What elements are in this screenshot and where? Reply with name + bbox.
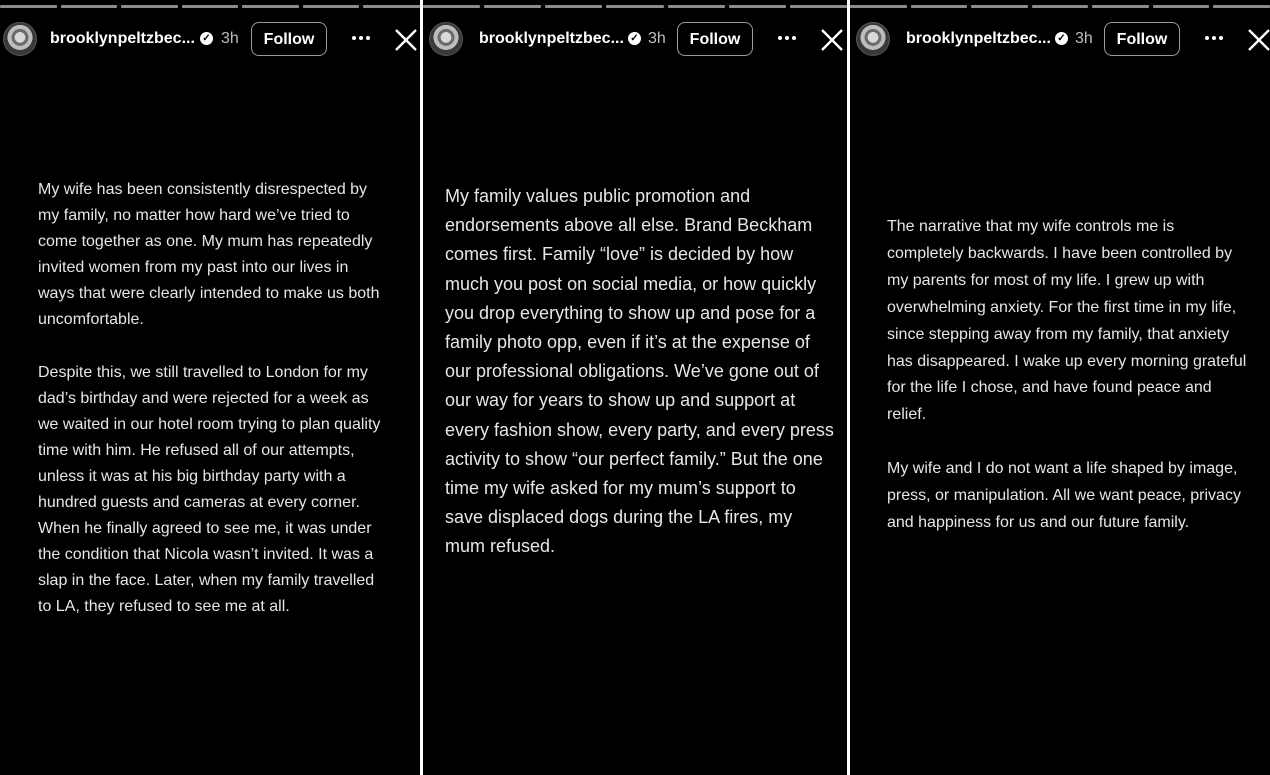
verified-icon: ✓ [200,32,213,45]
more-icon[interactable] [350,32,372,44]
story-paragraph: My wife has been consistently disrespected by my family, no matter how hard we’ve tried to come together as one. My mum has repeatedly invited women from my past into our lives in ways that were clearly intended to make us both uncomfortable. [38,181,380,329]
story-paragraph: Despite this, we still travelled to London for my dad’s birthday and were rejected for a week as we waited in our hotel room trying to plan quality time with him. He refused all of our attempts, unless it was at his big birthday party with a hundred guests and cameras at every corner. When he finally agreed to see me, it was under the condition that Nicola wasn’t invited. It was a slap in the face. Later, when my family travelled to LA, they refused to see me at all. [38,363,381,616]
story-panel-2[interactable] [423,0,847,775]
close-icon[interactable] [820,28,844,52]
story-text [445,182,837,562]
story-progress-bar [0,5,420,8]
story-progress-bar [850,5,1270,8]
progress-segment [1092,5,1149,8]
story-progress-bar [423,5,847,8]
story-panel-3[interactable] [850,0,1270,775]
progress-segment [121,5,178,8]
story-text [38,177,388,621]
story-panel-1[interactable] [0,0,420,775]
progress-segment [363,5,420,8]
progress-segment [61,5,118,8]
story-text [887,214,1252,537]
progress-segment [182,5,239,8]
follow-button[interactable]: Follow [1104,22,1180,56]
story-header [0,20,420,60]
progress-segment [668,5,725,8]
progress-segment [729,5,786,8]
story-paragraph: The narrative that my wife controls me is completely backwards. I have been controlled by my parents for most of my life. I grew up with overwhelming anxiety. For the first time in my life, since stepping away from my family, that anxiety has disappeared. I wake up every morning grateful for the life I chose, and have found peace and relief. [887,218,1247,424]
progress-segment [911,5,968,8]
progress-segment [1032,5,1089,8]
progress-segment [606,5,663,8]
post-time: 3h [1075,30,1093,47]
progress-segment [242,5,299,8]
progress-segment [850,5,907,8]
more-icon[interactable] [776,32,798,44]
username[interactable]: brooklynpeltzbec... [50,30,195,47]
progress-segment [1153,5,1210,8]
username[interactable]: brooklynpeltzbec... [479,30,624,47]
story-header [850,20,1270,60]
story-header [423,20,847,60]
progress-segment [545,5,602,8]
avatar[interactable] [429,22,463,56]
follow-button[interactable]: Follow [677,22,753,56]
follow-button[interactable]: Follow [251,22,327,56]
progress-segment [484,5,541,8]
close-icon[interactable] [394,28,418,52]
story-paragraph: My wife and I do not want a life shaped by image, press, or manipulation. All we want peace, privacy and happiness for us and our future family. [887,460,1241,532]
post-time: 3h [648,30,666,47]
username[interactable]: brooklynpeltzbec... [906,30,1051,47]
close-icon[interactable] [1247,28,1270,52]
progress-segment [790,5,847,8]
verified-icon: ✓ [628,32,641,45]
story-paragraph: My family values public promotion and endorsements above all else. Brand Beckham comes first. Family “love” is decided by how much you post on social media, or how quickly you drop everything to show up and pose for a family photo opp, even if it’s at the expense of our professional obligations. We’ve gone out of our way for years to show up and support at every fashion show, every party, and every press activity to show “our perfect family.” But the one time my wife asked for my mum’s support to save displaced dogs during the LA fires, my mum refused. [445,186,834,557]
avatar[interactable] [856,22,890,56]
avatar[interactable] [3,22,37,56]
progress-segment [0,5,57,8]
progress-segment [971,5,1028,8]
more-icon[interactable] [1203,32,1225,44]
progress-segment [303,5,360,8]
progress-segment [1213,5,1270,8]
verified-icon: ✓ [1055,32,1068,45]
progress-segment [423,5,480,8]
post-time: 3h [221,30,239,47]
